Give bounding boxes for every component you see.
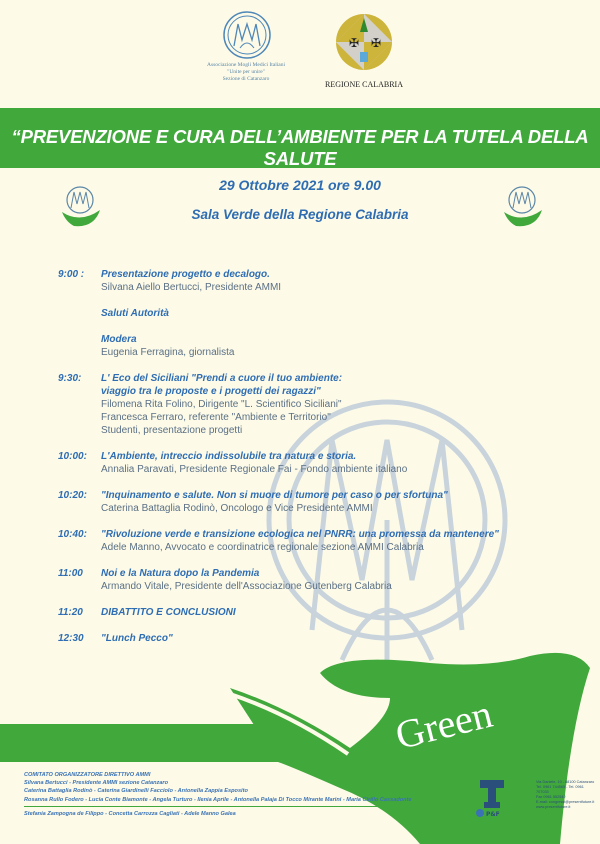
divider xyxy=(24,806,456,807)
program-item xyxy=(58,567,578,593)
organizing-committee xyxy=(24,771,464,804)
committee-line: Rosanna Rullo Fodero - Lucia Conte Biamonte - Angela Turturo - Ilenia Aprile - Antonella Palaja Di Tocco Mirante Marini - Maria Cirillo Cassadonte xyxy=(24,796,412,803)
program-detail: Studenti, presentazione progetti xyxy=(101,425,243,436)
program-title: "Rivoluzione verde e transizione ecologica nel PNRR: una promessa da mantenere" xyxy=(101,529,499,540)
program-time xyxy=(58,307,101,320)
program-title: Noi e la Natura dopo la Pandemia xyxy=(101,568,260,579)
ammi-caption-line: Sezione di Catanzaro xyxy=(222,76,270,82)
green-bar xyxy=(0,724,278,762)
program-item xyxy=(58,528,578,554)
program-time: 9:30: xyxy=(58,373,82,384)
sponsor-fax: Fax 0961 552542 xyxy=(536,795,566,799)
ammi-caption xyxy=(186,62,306,83)
event-date: 29 Ottobre 2021 ore 9.00 xyxy=(219,177,381,193)
program-item xyxy=(58,333,578,359)
sponsor-address: Via Daniele, 10 - 88100 Catanzaro xyxy=(536,780,595,784)
program-title: "Lunch Pecco" xyxy=(101,633,173,644)
svg-text:P&F: P&F xyxy=(486,811,500,818)
program-title: DIBATTITO E CONCLUSIONI xyxy=(101,607,236,618)
program-title: "Inquinamento e salute. Non si muore di tumore per caso o per sfortuna" xyxy=(101,490,448,501)
sponsor-info xyxy=(536,780,596,810)
program-detail: Silvana Aiello Bertucci, Presidente AMMI xyxy=(101,282,282,293)
committee-line: Stefania Zampogna de Filippo - Concetta Carrozza Cagliati - Adele Manno Galea xyxy=(24,811,236,817)
program-item xyxy=(58,268,578,294)
program-item xyxy=(58,632,578,645)
program-item xyxy=(58,372,578,437)
region-caption: REGIONE CALABRIA xyxy=(325,80,403,89)
program-title: Modera xyxy=(101,334,137,345)
sponsor-email: E-mail: congressi@presentfuture.it xyxy=(536,800,595,804)
program-item xyxy=(58,307,578,320)
svg-text:✠: ✠ xyxy=(349,36,360,50)
program-detail: Eugenia Ferragina, giornalista xyxy=(101,347,235,358)
svg-text:✠: ✠ xyxy=(371,36,382,50)
program-detail: Annalia Paravati, Presidente Regionale Fai - Fondo ambiente italiano xyxy=(101,464,408,475)
event-venue: Sala Verde della Regione Calabria xyxy=(191,207,409,222)
program-detail: Armando Vitale, Presidente dell'Associazione Gutenberg Calabria xyxy=(101,581,392,592)
program-time: 11:00 xyxy=(58,568,83,579)
ammi-caption-line: "Unite per unire" xyxy=(227,69,265,75)
program-detail: Francesca Ferraro, referente "Ambiente e Territorio" xyxy=(101,412,331,423)
committee-line: Silvana Bertucci - Presidente AMMI sezione Catanzaro xyxy=(24,780,169,787)
ammi-logo xyxy=(222,10,272,60)
program-title: viaggio tra le proposte e i progetti dei ragazzi" xyxy=(101,386,321,397)
ammi-green-logo-icon xyxy=(56,182,104,230)
green-label: Green xyxy=(390,690,497,759)
program-time: 10:00: xyxy=(58,451,87,462)
program-title: L'Ambiente, intreccio indissolubile tra natura e storia. xyxy=(101,451,357,462)
program-title: Saluti Autorità xyxy=(101,308,169,319)
event-title: “PREVENZIONE E CURA DELL’AMBIENTE PER LA TUTELA DELLA SALUTE xyxy=(11,126,589,169)
program-list xyxy=(58,268,578,645)
program-item xyxy=(58,450,578,476)
program-time: 10:40: xyxy=(58,529,87,540)
program-time: 12:30 xyxy=(58,633,84,644)
committee-heading: COMITATO ORGANIZZATORE DIRETTIVO AMMI xyxy=(24,772,151,778)
committee-line: Caterina Battaglia Rodinò - Caterina Giardinelli Facciolo - Antonella Zappia Esposito xyxy=(24,788,248,795)
sponsor-website: www.presentfuture.it xyxy=(536,805,571,809)
program-time xyxy=(58,333,101,359)
program-time: 10:20: xyxy=(58,490,87,501)
program-detail: Adele Manno, Avvocato e coordinatrice regionale sezione AMMI Calabria xyxy=(101,542,424,553)
present-future-logo xyxy=(472,778,512,818)
sponsor-phone: Tel. 0961 744565 - Tel. 0961 707033 xyxy=(536,785,584,794)
program-time: 9:00 : xyxy=(58,269,85,280)
program-detail: Filomena Rita Folino, Dirigente "L. Scientifico Siciliani" xyxy=(101,399,342,410)
ammi-green-logo-icon xyxy=(498,182,546,230)
program-item xyxy=(58,606,578,619)
regione-calabria-crest-icon xyxy=(334,12,394,72)
program-title: Presentazione progetto e decalogo. xyxy=(101,269,270,280)
program-title: L' Eco del Siciliani "Prendi a cuore il tuo ambiente: xyxy=(101,373,343,384)
program-item xyxy=(58,489,578,515)
program-detail: Caterina Battaglia Rodinò, Oncologo e Vice Presidente AMMI xyxy=(101,503,373,514)
ammi-caption-line: Associazione Mogli Medici Italiani xyxy=(206,62,286,68)
program-time: 11:20 xyxy=(58,607,83,618)
